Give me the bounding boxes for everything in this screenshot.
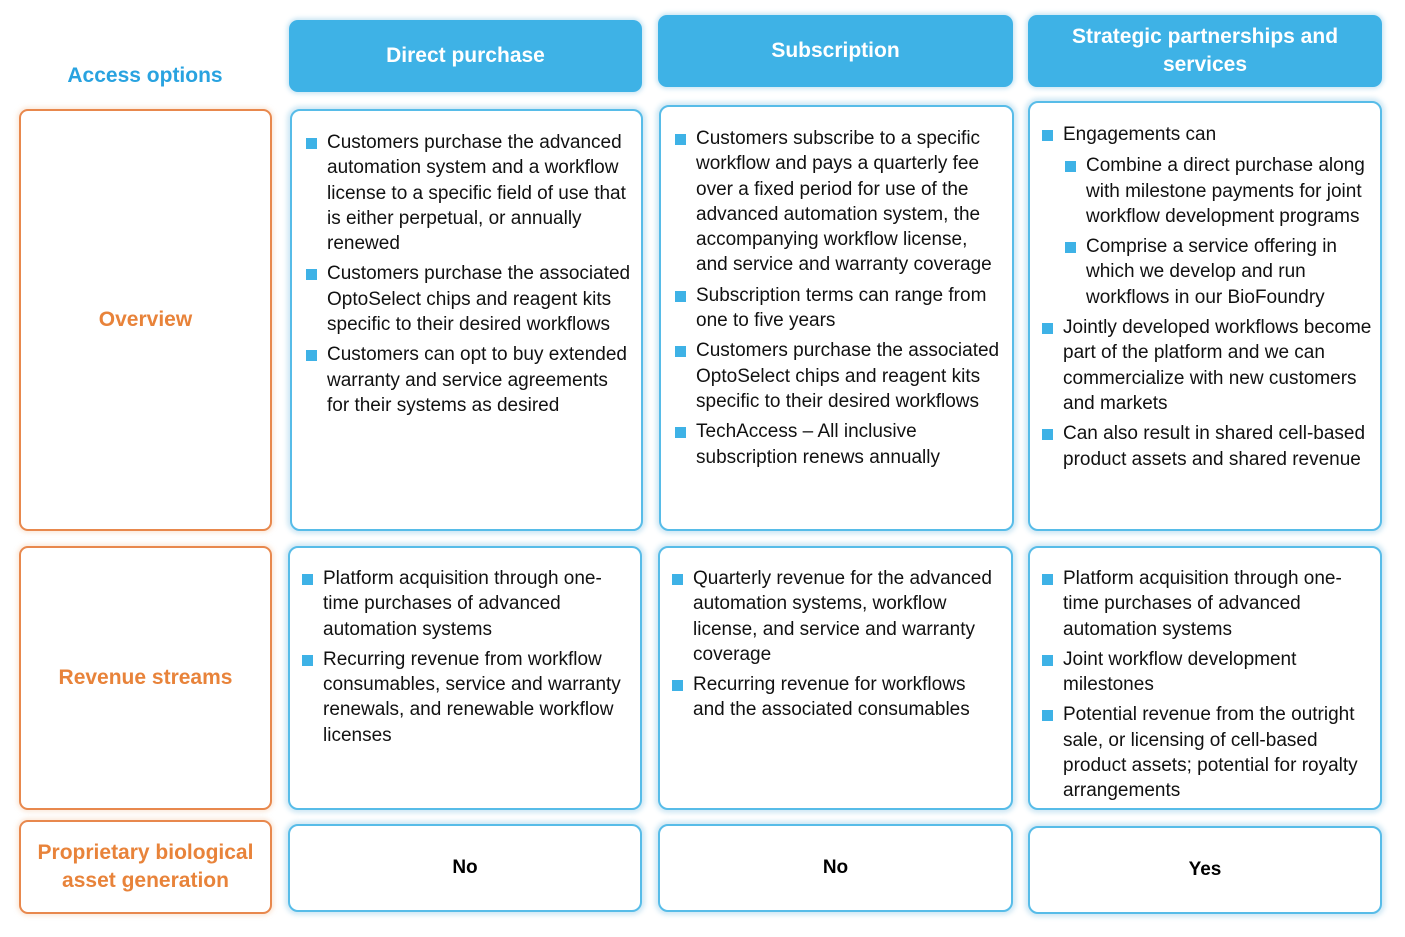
overview-subscription-cell	[659, 105, 1014, 531]
revenue-direct-purchase-list	[302, 566, 630, 748]
list-item: Customers can opt to buy extended warranty and service agreements for their systems as desired	[306, 342, 631, 418]
list-item: Joint workflow development milestones	[1042, 647, 1372, 698]
asset-subscription-value: No	[658, 824, 1013, 912]
row-label-proprietary-asset-generation: Proprietary biological asset generation	[19, 820, 272, 914]
overview-subscription-list	[675, 126, 1002, 470]
column-header-direct-purchase: Direct purchase	[289, 20, 642, 92]
access-options-label: Access options	[67, 64, 223, 87]
asset-partnerships-value: Yes	[1028, 826, 1382, 914]
list-item: Customers purchase the advanced automation system and a workflow license to a specific field of use that is either perpetual, or annually renewed	[306, 130, 631, 256]
list-item: TechAccess – All inclusive subscription renews annually	[675, 419, 1002, 470]
list-item: Can also result in shared cell-based product assets and shared revenue	[1042, 421, 1372, 472]
revenue-partnerships-cell	[1028, 546, 1382, 810]
overview-partnerships-cell	[1028, 101, 1382, 531]
revenue-subscription-list	[672, 566, 1001, 723]
overview-direct-purchase-cell	[290, 109, 643, 531]
asset-direct-purchase-value: No	[288, 824, 642, 912]
list-item	[1042, 122, 1372, 310]
list-item: Customers purchase the associated OptoSelect chips and reagent kits specific to their desired workflows	[306, 261, 631, 337]
list-item: Subscription terms can range from one to five years	[675, 283, 1002, 334]
list-item: Recurring revenue for workflows and the associated consumables	[672, 672, 1001, 723]
row-label-revenue-streams: Revenue streams	[19, 546, 272, 810]
revenue-subscription-cell	[658, 546, 1013, 810]
column-header-strategic-partnerships: Strategic partnerships and services	[1028, 15, 1382, 87]
list-item: Platform acquisition through one-time purchases of advanced automation systems	[1042, 566, 1372, 642]
list-item: Platform acquisition through one-time purchases of advanced automation systems	[302, 566, 630, 642]
overview-partnerships-list	[1042, 122, 1372, 472]
list-item: Quarterly revenue for the advanced automation systems, workflow license, and service and warranty coverage	[672, 566, 1001, 667]
list-item: Jointly developed workflows become part of the platform and we can commercialize with new customers and markets	[1042, 315, 1372, 416]
overview-direct-purchase-list	[306, 130, 631, 418]
engagements-sub-list	[1063, 153, 1372, 310]
list-item: Recurring revenue from workflow consumables, service and warranty renewals, and renewable workflow licenses	[302, 647, 630, 748]
sub-list-item: Combine a direct purchase along with milestone payments for joint workflow development programs	[1063, 153, 1372, 229]
list-item: Potential revenue from the outright sale, or licensing of cell-based product assets; potential for royalty arrangements	[1042, 702, 1372, 803]
sub-list-item: Comprise a service offering in which we develop and run workflows in our BioFoundry	[1063, 234, 1372, 310]
row-label-overview: Overview	[19, 109, 272, 531]
engagements-intro-text: Engagements can	[1063, 124, 1217, 145]
list-item: Customers subscribe to a specific workflow and pays a quarterly fee over a fixed period for use of the advanced automation system, the accompanying workflow license, and service and warranty coverage	[675, 126, 1002, 278]
revenue-direct-purchase-cell	[288, 546, 642, 810]
column-header-subscription: Subscription	[658, 15, 1013, 87]
revenue-partnerships-list	[1042, 566, 1372, 804]
list-item: Customers purchase the associated OptoSelect chips and reagent kits specific to their desired workflows	[675, 338, 1002, 414]
